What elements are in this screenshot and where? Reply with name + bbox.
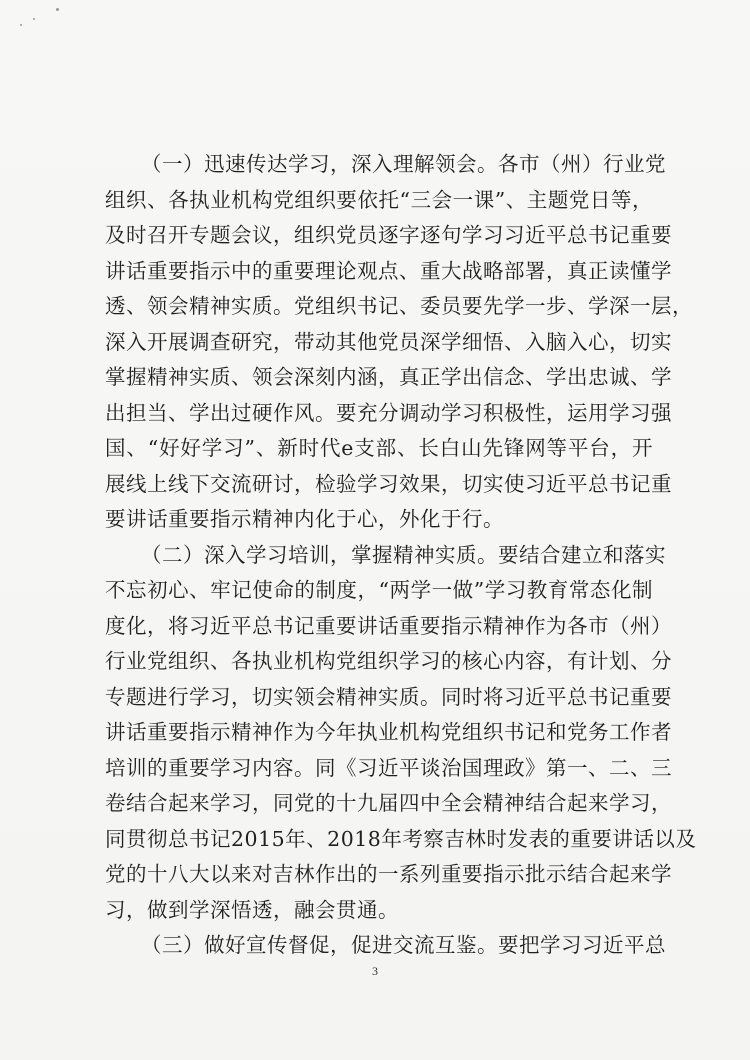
text-line: 专题进行学习，切实领会精神实质。同时将习近平总书记重要 [105, 684, 672, 709]
paragraph-first-line: （三）做好宣传督促，促进交流互鉴。要把学习习近平总 [141, 933, 666, 957]
text-line: 同贯彻总书记2015年、2018年考察吉林时发表的重要讲话以及 [105, 826, 697, 851]
text-line: 出担当、学出过硬作风。要充分调动学习积极性，运用学习强 [105, 400, 672, 425]
text-line: 展线上线下交流研讨，检验学习效果，切实使习近平总书记重 [105, 471, 672, 496]
page-number: 3 [372, 964, 378, 978]
text-line: 讲话重要指示中的重要理论观点、重大战略部署，真正读懂学 [105, 258, 672, 283]
text-line: 行业党组织、各执业机构党组织学习的核心内容，有计划、分 [105, 649, 672, 673]
text-line: 透、领会精神实质。党组织书记、委员要先学一步、学深一层， [105, 294, 693, 318]
text-line: 度化，将习近平总书记重要讲话重要指示精神作为各市（州） [105, 613, 672, 638]
text-line: 组织、各执业机构党组织要依托“三会一课”、主题党日等， [105, 187, 653, 212]
text-line: 掌握精神实质、领会深刻内涵，真正学出信念、学出忠诚、学 [105, 365, 672, 389]
paragraph-first-line: （二）深入学习培训，掌握精神实质。要结合建立和落实 [141, 542, 666, 567]
text-line: 习，做到学深悟透，融会贯通。 [105, 897, 399, 922]
text-line: 不忘初心、牢记使命的制度，“两学一做”学习教育常态化制 [105, 578, 653, 602]
text-line: 及时召开专题会议，组织党员逐字逐句学习习近平总书记重要 [105, 223, 672, 247]
paragraph-first-line: （一）迅速传达学习，深入理解领会。各市（州）行业党 [141, 152, 666, 176]
text-line: 国、“好好学习”、新时代e支部、长白山先锋网等平台，开 [105, 436, 653, 460]
text-line: 要讲话重要指示精神内化于心，外化于行。 [105, 507, 504, 531]
scan-speck [33, 18, 35, 20]
scan-speck [56, 8, 59, 11]
text-line: 深入开展调查研究，带动其他党员深学细悟、入脑入心，切实 [105, 329, 672, 354]
scan-speck [20, 24, 22, 26]
text-line: 卷结合起来学习，同党的十九届四中全会精神结合起来学习， [105, 791, 672, 815]
text-line: 讲话重要指示精神作为今年执业机构党组织书记和党务工作者 [105, 720, 672, 744]
text-line: 培训的重要学习内容。同《习近平谈治国理政》第一、二、三 [105, 755, 672, 780]
document-body [105, 147, 697, 964]
text-line: 党的十八大以来对吉林作出的一系列重要指示批示结合起来学 [105, 862, 672, 886]
